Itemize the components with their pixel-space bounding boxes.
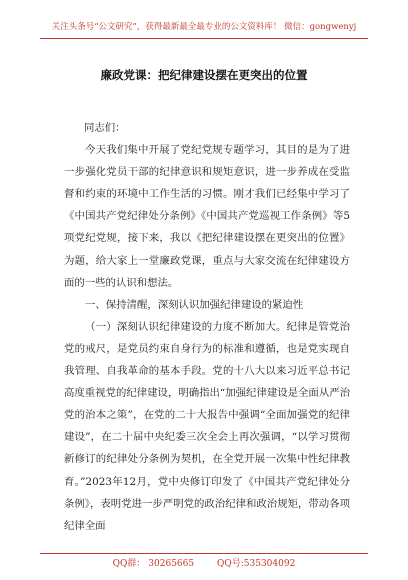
footer-qq-group: QQ群： 30265665 — [112, 559, 195, 569]
paragraph-section-1-1: （一）深刻认识纪律建设的力度不断加大。纪律是管党治党的戒尺，是党员约束自身行为的标准和遵循，也是党实现自我管理、自我革命的基本手段。党的十八大以来习近平总书记高度重视党的纪律建设，明确指出“加强纪律建设是全面从严治党的治本之策”，在党的二十大报告中强调“全面加强党的纪律建设”，在二十届中央纪委三次全会上再次强调，“以学习贯彻新修订的纪律处分条例为契机，在全党开展一次集中性纪律教育。”2023年12月，党中央修订印发了《中国共产党纪律处分条例》，表明党进一步严明党的政治纪律和政治规矩，带动各项纪律全面 — [64, 320, 350, 532]
page-footer — [0, 556, 408, 569]
greeting: 同志们： — [84, 122, 126, 134]
page-header-banner: 关注头条号“公文研究”，获得最新最全最专业的公文资料库！ 微信：gongwenyj — [51, 22, 357, 32]
document-body — [64, 117, 350, 537]
section-heading-1: 一、保持清醒，深刻认识加强纪律建设的紧迫性 — [85, 298, 304, 311]
document-title: 廉政党课：把纪律建设摆在更突出的位置 — [100, 68, 308, 82]
header-divider — [40, 38, 368, 39]
footer-qq-number: QQ号:535304092 — [216, 559, 296, 569]
footer-divider — [40, 553, 368, 554]
paragraph-intro: 今天我们集中开展了党纪党规专题学习，其目的是为了进一步强化党员干部的纪律意识和规矩意识，进一步养成在受监督和约束的环境中工作生活的习惯。刚才我们已经集中学习了《中国共产党纪律处分条例》《中国共产党巡视工作条例》等5项党纪党规，接下来，我以《把纪律建设摆在更突出的位置》为题，给大家上一堂廉政党课，重点与大家交流在纪律建设方面的一些的认识和想法。 — [64, 144, 350, 289]
